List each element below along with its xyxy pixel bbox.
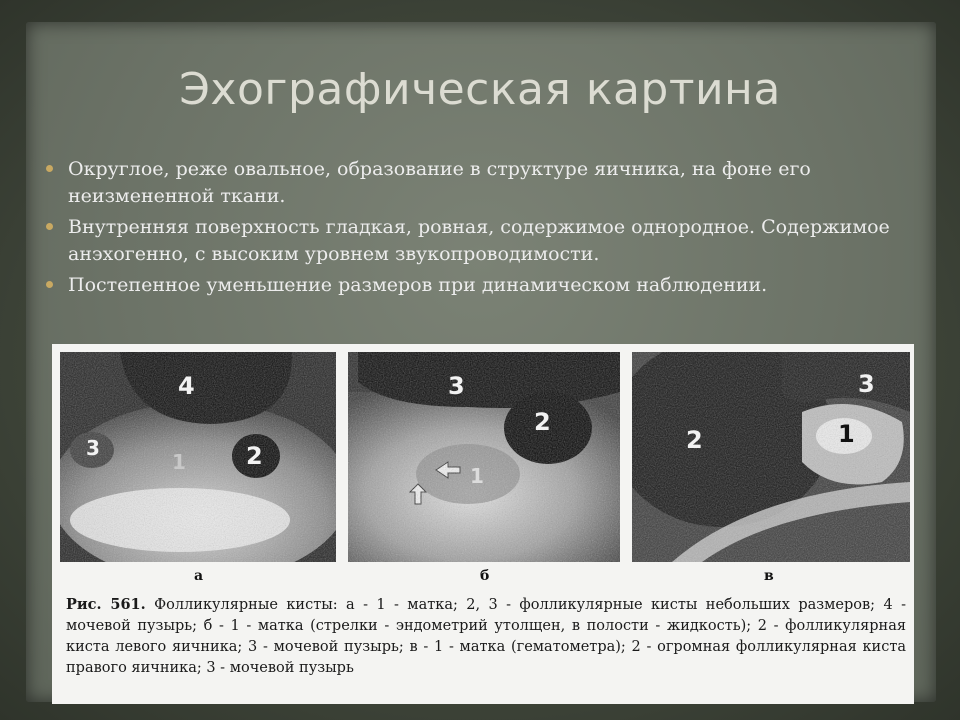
bullet-icon [46,223,53,230]
bullet-list [44,156,924,303]
bullet-text: Округлое, реже овальное, образование в структуре яичника, на фоне его неизмененной ткани. [68,158,811,207]
bullet-text: Внутренняя поверхность гладкая, ровная, содержимое однородное. Содержимое анэхогенно, с высоким уровнем звукопроводимости. [68,216,890,265]
panel-a-letter: а [194,568,204,584]
panel-b-label-3: 3 [448,372,465,400]
bullet-icon [46,165,53,172]
panel-b-letter: б [480,568,490,584]
bullet-item [44,272,924,299]
ultrasound-panel-b [348,352,620,562]
panel-a-label-3: 3 [86,436,100,460]
panel-b-label-2: 2 [534,408,551,436]
slide-title: Эхографическая картина [179,64,781,115]
bullet-item [44,156,924,210]
panel-c-label-1: 1 [838,420,855,448]
ultrasound-panel-c [632,352,910,562]
figure-caption [66,594,906,679]
panel-c-label-2: 2 [686,426,703,454]
panel-a-label-4: 4 [178,372,195,400]
panel-c-label-3: 3 [858,370,875,398]
panel-b-label-1: 1 [470,464,484,488]
panel-c-letter: в [764,568,774,584]
ultrasound-image-a [60,352,336,562]
bullet-icon [46,281,53,288]
figure-caption-text: Фолликулярные кисты: а - 1 - матка; 2, 3 - фолликулярные кисты небольших размеров; 4 - мочевой пузырь; б - 1 - матка (стрелки - эндометрий утолщен, в полости - жидкость); 2 - фолликулярная киста левого яичника; 3 - мочевой пузырь; в - 1 - матка (гематометра); 2 - огромная фолликулярная киста правого яичника; 3 - мочевой пузырь [66,597,906,676]
ultrasound-image-b [348,352,620,562]
figure-caption-head: Рис. 561. [66,596,146,613]
ultrasound-panel-a [60,352,336,562]
bullet-text: Постепенное уменьшение размеров при динамическом наблюдении. [68,274,768,296]
ultrasound-figure [52,344,914,704]
panel-a-label-1: 1 [172,450,186,474]
bullet-item [44,214,924,268]
panel-a-label-2: 2 [246,442,263,470]
